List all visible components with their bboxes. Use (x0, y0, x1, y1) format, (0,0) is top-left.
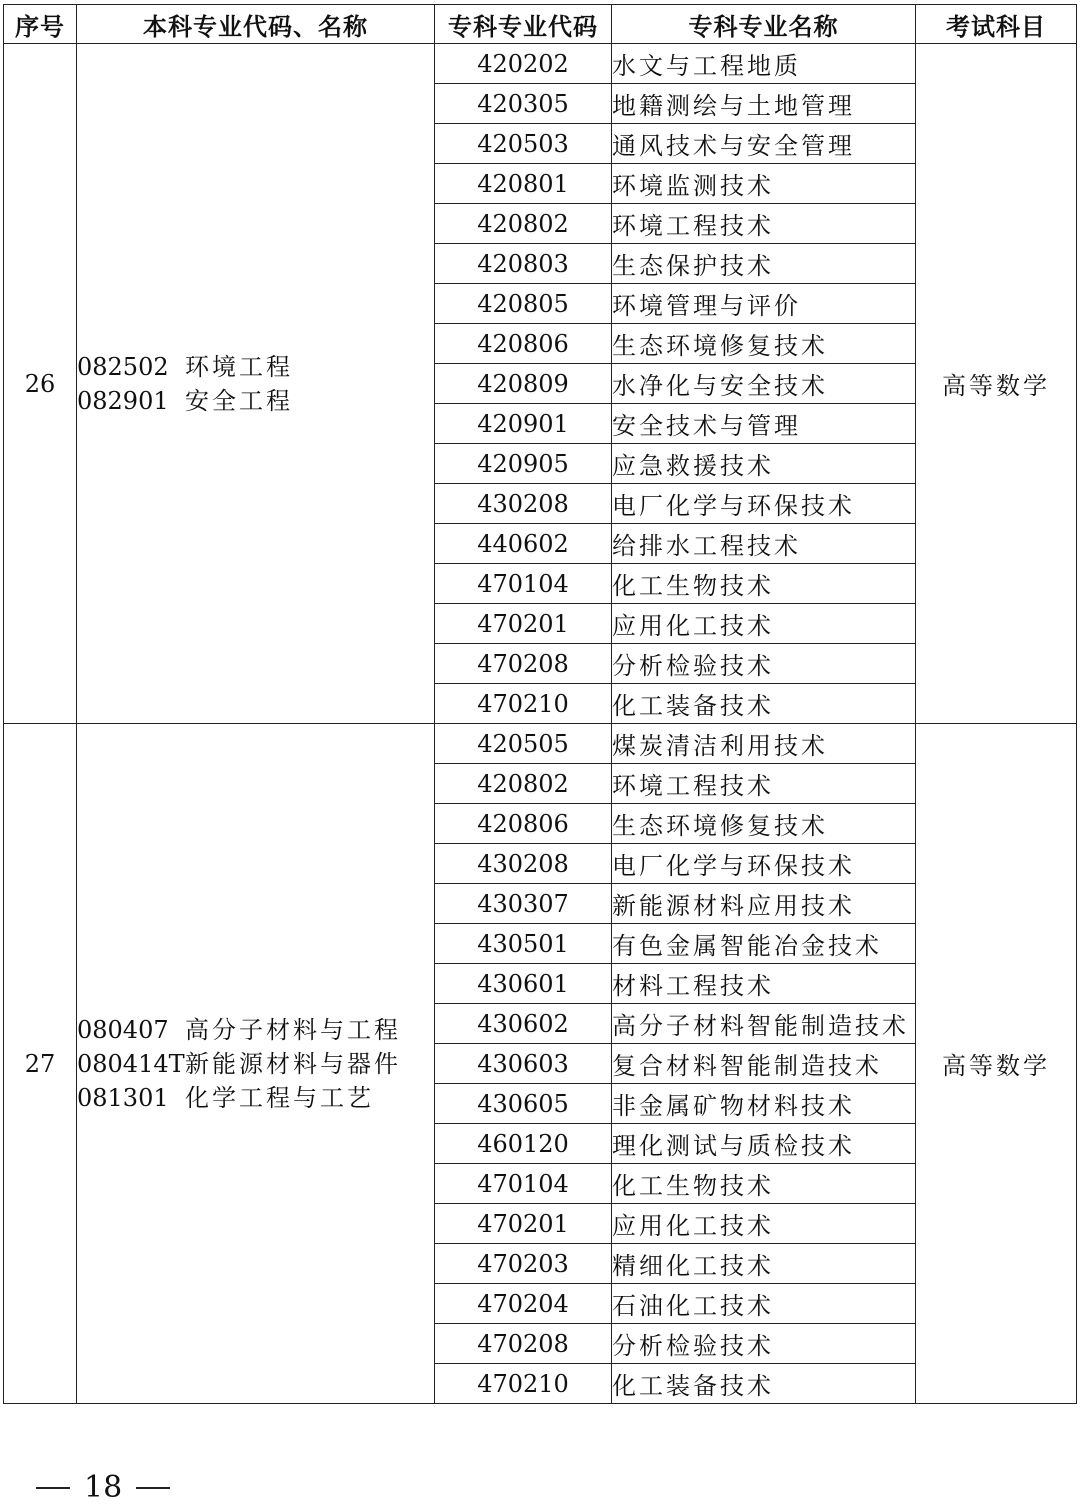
undergrad-major-name: 安全工程 (185, 386, 293, 415)
junior-major-name: 生态保护技术 (612, 244, 916, 284)
undergrad-major (77, 350, 434, 384)
table-row (4, 724, 1077, 764)
junior-major-name: 生态环境修复技术 (612, 804, 916, 844)
undergrad-major-name: 化学工程与工艺 (185, 1083, 374, 1112)
junior-major-code: 470104 (435, 564, 612, 604)
junior-major-code: 470203 (435, 1244, 612, 1284)
table-body (4, 44, 1077, 1404)
junior-major-code: 470208 (435, 1324, 612, 1364)
undergrad-major (77, 384, 434, 418)
undergrad-major-name: 新能源材料与器件 (185, 1049, 401, 1078)
header-junior-name: 专科专业名称 (612, 5, 916, 44)
junior-major-code: 420503 (435, 124, 612, 164)
junior-major-name: 化工生物技术 (612, 564, 916, 604)
junior-major-code: 460120 (435, 1124, 612, 1164)
junior-major-name: 应用化工技术 (612, 1204, 916, 1244)
undergrad-major (77, 1047, 434, 1081)
footer-dash-left (36, 1487, 70, 1489)
undergrad-major-name: 高分子材料与工程 (185, 1015, 401, 1044)
junior-major-name: 化工装备技术 (612, 684, 916, 724)
junior-major-code: 470204 (435, 1284, 612, 1324)
junior-major-code: 470201 (435, 1204, 612, 1244)
undergrad-majors-cell (77, 44, 435, 724)
table-header-row (4, 5, 1077, 44)
undergrad-major (77, 1081, 434, 1115)
junior-major-code: 420505 (435, 724, 612, 764)
exam-subject: 高等数学 (916, 44, 1077, 724)
junior-major-name: 环境监测技术 (612, 164, 916, 204)
undergrad-major-code: 082502 (77, 352, 169, 381)
undergrad-majors-cell (77, 724, 435, 1404)
junior-major-code: 430602 (435, 1004, 612, 1044)
junior-major-code: 430605 (435, 1084, 612, 1124)
junior-major-name: 环境工程技术 (612, 204, 916, 244)
group-seq: 26 (4, 44, 77, 724)
junior-major-name: 地籍测绘与土地管理 (612, 84, 916, 124)
junior-major-code: 470201 (435, 604, 612, 644)
junior-major-name: 环境工程技术 (612, 764, 916, 804)
junior-major-name: 高分子材料智能制造技术 (612, 1004, 916, 1044)
junior-major-name: 通风技术与安全管理 (612, 124, 916, 164)
junior-major-name: 石油化工技术 (612, 1284, 916, 1324)
junior-major-code: 420801 (435, 164, 612, 204)
page-footer (36, 1470, 170, 1505)
junior-major-code: 420802 (435, 764, 612, 804)
header-exam: 考试科目 (916, 5, 1077, 44)
junior-major-code: 420305 (435, 84, 612, 124)
undergrad-major-name: 环境工程 (185, 352, 293, 381)
junior-major-name: 新能源材料应用技术 (612, 884, 916, 924)
junior-major-name: 分析检验技术 (612, 1324, 916, 1364)
junior-major-name: 水文与工程地质 (612, 44, 916, 84)
junior-major-code: 470210 (435, 1364, 612, 1404)
page-number: 18 (84, 1470, 123, 1505)
table-row (4, 44, 1077, 84)
undergrad-major-code: 080407 (77, 1015, 169, 1044)
header-seq: 序号 (4, 5, 77, 44)
junior-major-code: 420806 (435, 804, 612, 844)
junior-major-code: 420202 (435, 44, 612, 84)
footer-dash-right (136, 1487, 170, 1489)
exam-subject: 高等数学 (916, 724, 1077, 1404)
undergrad-major (77, 1013, 434, 1047)
junior-major-name: 安全技术与管理 (612, 404, 916, 444)
junior-major-name: 精细化工技术 (612, 1244, 916, 1284)
header-junior-code: 专科专业代码 (435, 5, 612, 44)
junior-major-code: 420905 (435, 444, 612, 484)
undergrad-major-code: 081301 (77, 1083, 169, 1112)
junior-major-name: 给排水工程技术 (612, 524, 916, 564)
group-seq: 27 (4, 724, 77, 1404)
junior-major-code: 420802 (435, 204, 612, 244)
junior-major-name: 化工装备技术 (612, 1364, 916, 1404)
undergrad-major-code: 080414T (77, 1049, 185, 1078)
junior-major-name: 复合材料智能制造技术 (612, 1044, 916, 1084)
junior-major-code: 430601 (435, 964, 612, 1004)
junior-major-code: 420806 (435, 324, 612, 364)
junior-major-name: 应用化工技术 (612, 604, 916, 644)
junior-major-code: 430501 (435, 924, 612, 964)
junior-major-code: 420901 (435, 404, 612, 444)
junior-major-code: 470208 (435, 644, 612, 684)
junior-major-name: 煤炭清洁利用技术 (612, 724, 916, 764)
undergrad-major-code: 082901 (77, 386, 169, 415)
majors-table (3, 4, 1077, 1404)
junior-major-name: 理化测试与质检技术 (612, 1124, 916, 1164)
header-undergrad: 本科专业代码、名称 (77, 5, 435, 44)
junior-major-code: 420809 (435, 364, 612, 404)
junior-major-code: 470210 (435, 684, 612, 724)
junior-major-code: 430603 (435, 1044, 612, 1084)
junior-major-name: 生态环境修复技术 (612, 324, 916, 364)
junior-major-name: 化工生物技术 (612, 1164, 916, 1204)
junior-major-name: 材料工程技术 (612, 964, 916, 1004)
junior-major-code: 430307 (435, 884, 612, 924)
junior-major-name: 有色金属智能冶金技术 (612, 924, 916, 964)
junior-major-name: 环境管理与评价 (612, 284, 916, 324)
junior-major-name: 非金属矿物材料技术 (612, 1084, 916, 1124)
junior-major-code: 430208 (435, 484, 612, 524)
junior-major-code: 430208 (435, 844, 612, 884)
junior-major-code: 420803 (435, 244, 612, 284)
junior-major-code: 420805 (435, 284, 612, 324)
junior-major-name: 分析检验技术 (612, 644, 916, 684)
junior-major-name: 应急救援技术 (612, 444, 916, 484)
junior-major-name: 电厂化学与环保技术 (612, 844, 916, 884)
junior-major-code: 470104 (435, 1164, 612, 1204)
junior-major-code: 440602 (435, 524, 612, 564)
junior-major-name: 水净化与安全技术 (612, 364, 916, 404)
junior-major-name: 电厂化学与环保技术 (612, 484, 916, 524)
